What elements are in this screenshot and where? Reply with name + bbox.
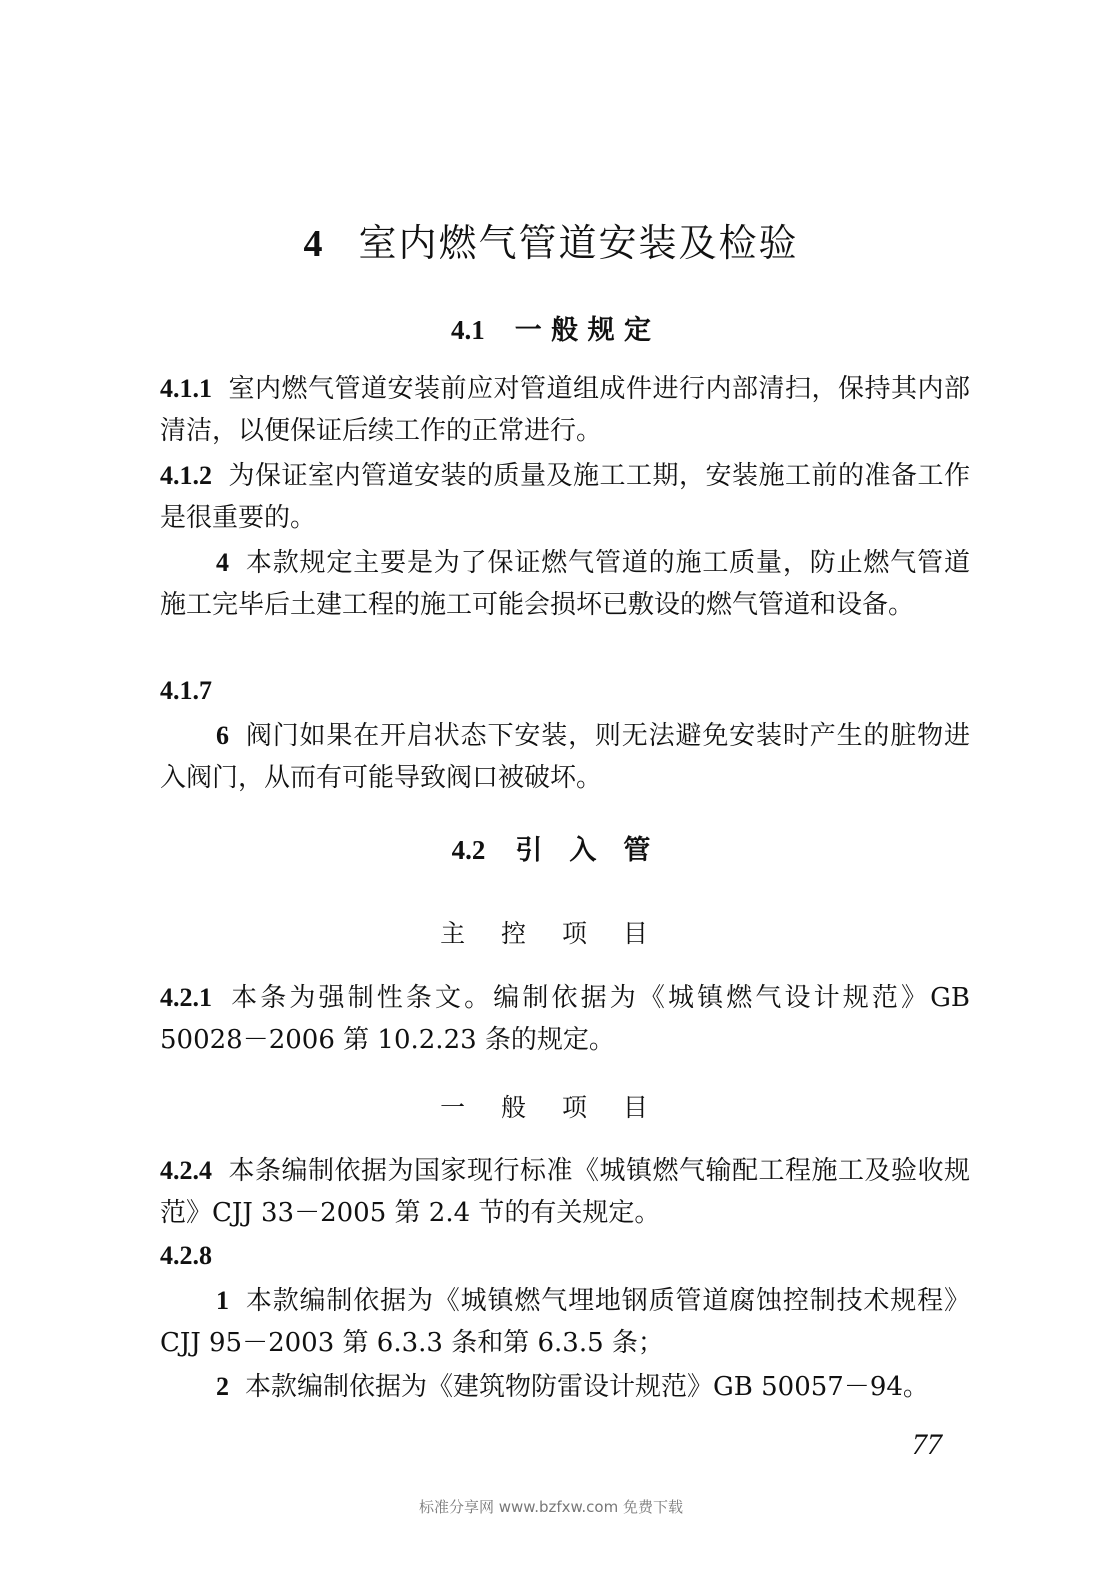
clause-4-1-7 — [160, 670, 970, 712]
clause-4-1-2-item-4 — [160, 542, 970, 626]
clause-4-1-2 — [160, 455, 970, 539]
section-title-text: 引 入 管 — [515, 835, 651, 866]
clause-text: 为保证室内管道安装的质量及施工工期，安装施工前的准备工作是很重要的。 — [160, 461, 970, 533]
page-number: 77 — [912, 1428, 942, 1461]
section-number: 4.1 — [451, 315, 485, 345]
clause-number: 4.1.2 — [160, 461, 212, 490]
clause-4-2-8-item-2 — [160, 1366, 970, 1408]
clause-text: 室内燃气管道安装前应对管道组成件进行内部清扫，保持其内部清洁，以便保证后续工作的正常进行。 — [160, 374, 970, 446]
subheading-general-items: 一 般 项 目 — [440, 1093, 662, 1122]
watermark-link[interactable]: 标准分享网 www.bzfxw.com 免费下载 — [419, 1498, 683, 1516]
item-number: 6 — [216, 721, 229, 750]
item-number: 4 — [216, 548, 229, 577]
clause-text: 本条为强制性条文。编制依据为《城镇燃气设计规范》GB 50028－2006 第 10.2.23 条的规定。 — [160, 983, 970, 1055]
clause-4-2-4 — [160, 1150, 970, 1234]
section-title-text: 一 般 规 定 — [514, 315, 651, 346]
clause-number: 4.2.4 — [160, 1156, 212, 1185]
clause-4-2-8-item-1 — [160, 1280, 970, 1364]
section-title-4-1 — [0, 308, 1102, 347]
item-text: 本款规定主要是为了保证燃气管道的施工质量，防止燃气管道施工完毕后土建工程的施工可能会损坏已敷设的燃气管道和设备。 — [160, 548, 970, 620]
clause-4-2-8 — [160, 1235, 970, 1277]
chapter-number: 4 — [303, 223, 325, 265]
clause-number: 4.1.1 — [160, 374, 212, 403]
chapter-title — [0, 212, 1102, 267]
subheading-main-items: 主 控 项 目 — [440, 919, 662, 948]
item-number: 2 — [216, 1372, 229, 1401]
section-number: 4.2 — [451, 835, 486, 865]
clause-number: 4.1.7 — [160, 676, 212, 705]
item-number: 1 — [216, 1286, 229, 1315]
chapter-title-text: 室内燃气管道安装及检验 — [358, 221, 799, 265]
clause-text: 本条编制依据为国家现行标准《城镇燃气输配工程施工及验收规范》CJJ 33－2005 第 2.4 节的有关规定。 — [160, 1156, 970, 1228]
clause-number: 4.2.1 — [160, 983, 212, 1012]
clause-4-2-1 — [160, 977, 970, 1061]
item-text: 本款编制依据为《城镇燃气埋地钢质管道腐蚀控制技术规程》CJJ 95－2003 第 6.3.3 条和第 6.3.5 条； — [160, 1286, 970, 1358]
clause-4-1-1 — [160, 368, 970, 452]
item-text: 阀门如果在开启状态下安装，则无法避免安装时产生的脏物进入阀门，从而有可能导致阀口被破坏。 — [160, 721, 970, 793]
item-text: 本款编制依据为《建筑物防雷设计规范》GB 50057－94。 — [245, 1372, 929, 1402]
section-title-4-2 — [0, 828, 1102, 867]
clause-number: 4.2.8 — [160, 1241, 212, 1270]
clause-4-1-7-item-6 — [160, 715, 970, 799]
